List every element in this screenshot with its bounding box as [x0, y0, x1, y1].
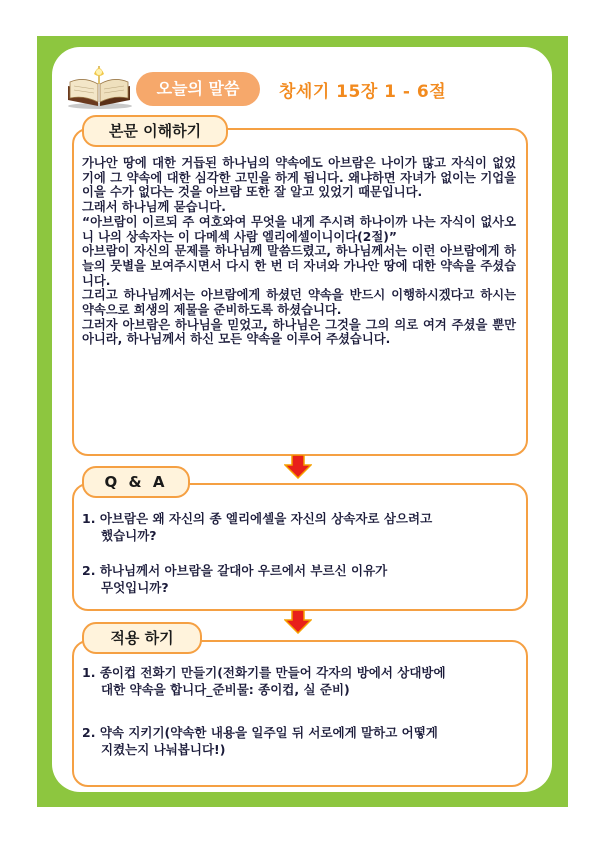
understanding-body: [82, 156, 516, 347]
understanding-title: 본문 이해하기: [82, 115, 228, 147]
item-text: 아브람은 왜 자신의 종 엘리에셀을 자신의 상속자로 삼으려고: [99, 511, 433, 526]
paragraph: 그러자 아브람은 하나님을 믿었고, 하나님은 그것을 그의 의로 여겨 주셨을 뿐만 아니라, 하나님께서 하신 모든 약속을 이루어 주셨습니다.: [82, 317, 516, 347]
todays-word-label: 오늘의 말씀: [136, 72, 260, 106]
item-text-cont: 지켰는지 나눠봅니다!): [101, 742, 226, 757]
item-text: 하나님께서 아브람을 갈대아 우르에서 부르신 이유가: [99, 563, 388, 578]
item-number: 1.: [82, 511, 96, 526]
paragraph: “아브람이 이르되 주 여호와여 무엇을 내게 주시려 하나이까 나는 자식이 없사오니 나의 상속자는 이 다메섹 사람 엘리에셀이니이다(2절)”: [82, 214, 516, 244]
open-bible-book-icon: [64, 62, 134, 110]
apply-item: [82, 664, 502, 698]
down-arrow-icon: [284, 455, 312, 479]
scripture-reference: 창세기 15장 1 - 6절: [279, 82, 447, 102]
item-text-cont: 했습니까?: [101, 528, 157, 543]
item-number: 2.: [82, 725, 96, 740]
question-item: [82, 510, 502, 544]
item-text: 약속 지키기(약속한 내용을 일주일 뒤 서로에게 말하고 어떻게: [99, 725, 438, 740]
paragraph: 그리고 하나님께서는 아브람에게 하셨던 약속을 반드시 이행하시겠다고 하시는 약속으로 희생의 제물을 준비하도록 하셨습니다.: [82, 288, 516, 318]
item-number: 2.: [82, 563, 96, 578]
apply-title: 적용 하기: [82, 622, 202, 654]
question-item: [82, 562, 502, 596]
apply-item: [82, 724, 502, 758]
item-number: 1.: [82, 665, 96, 680]
down-arrow-icon: [284, 610, 312, 634]
paragraph: 그래서 하나님께 묻습니다.: [82, 200, 226, 215]
item-text-cont: 무엇입니까?: [101, 580, 169, 595]
paragraph: 아브람이 자신의 문제를 하나님께 말씀드렸고, 하나님께서는 이런 아브람에게 하늘의 뭇별을 보여주시면서 다시 한 번 더 자녀와 가나안 땅에 대한 약속을 주셨습니다.: [82, 244, 516, 288]
apply-box: [72, 640, 528, 787]
qa-title: Q & A: [82, 466, 190, 498]
item-text-cont: 대한 약속을 합니다_준비물: 종이컵, 실 준비): [101, 682, 350, 697]
paragraph: 가나안 땅에 대한 거듭된 하나님의 약속에도 아브람은 나이가 많고 자식이 없었기에 그 약속에 대한 심각한 고민을 하게 됩니다. 왜냐하면 자녀가 없이는 기업을 이을 수가 없다는 것을 아브람 또한 잘 알고 있었기 때문입니다.: [82, 156, 516, 200]
item-text: 종이컵 전화기 만들기(전화기를 만들어 각자의 방에서 상대방에: [99, 665, 446, 680]
